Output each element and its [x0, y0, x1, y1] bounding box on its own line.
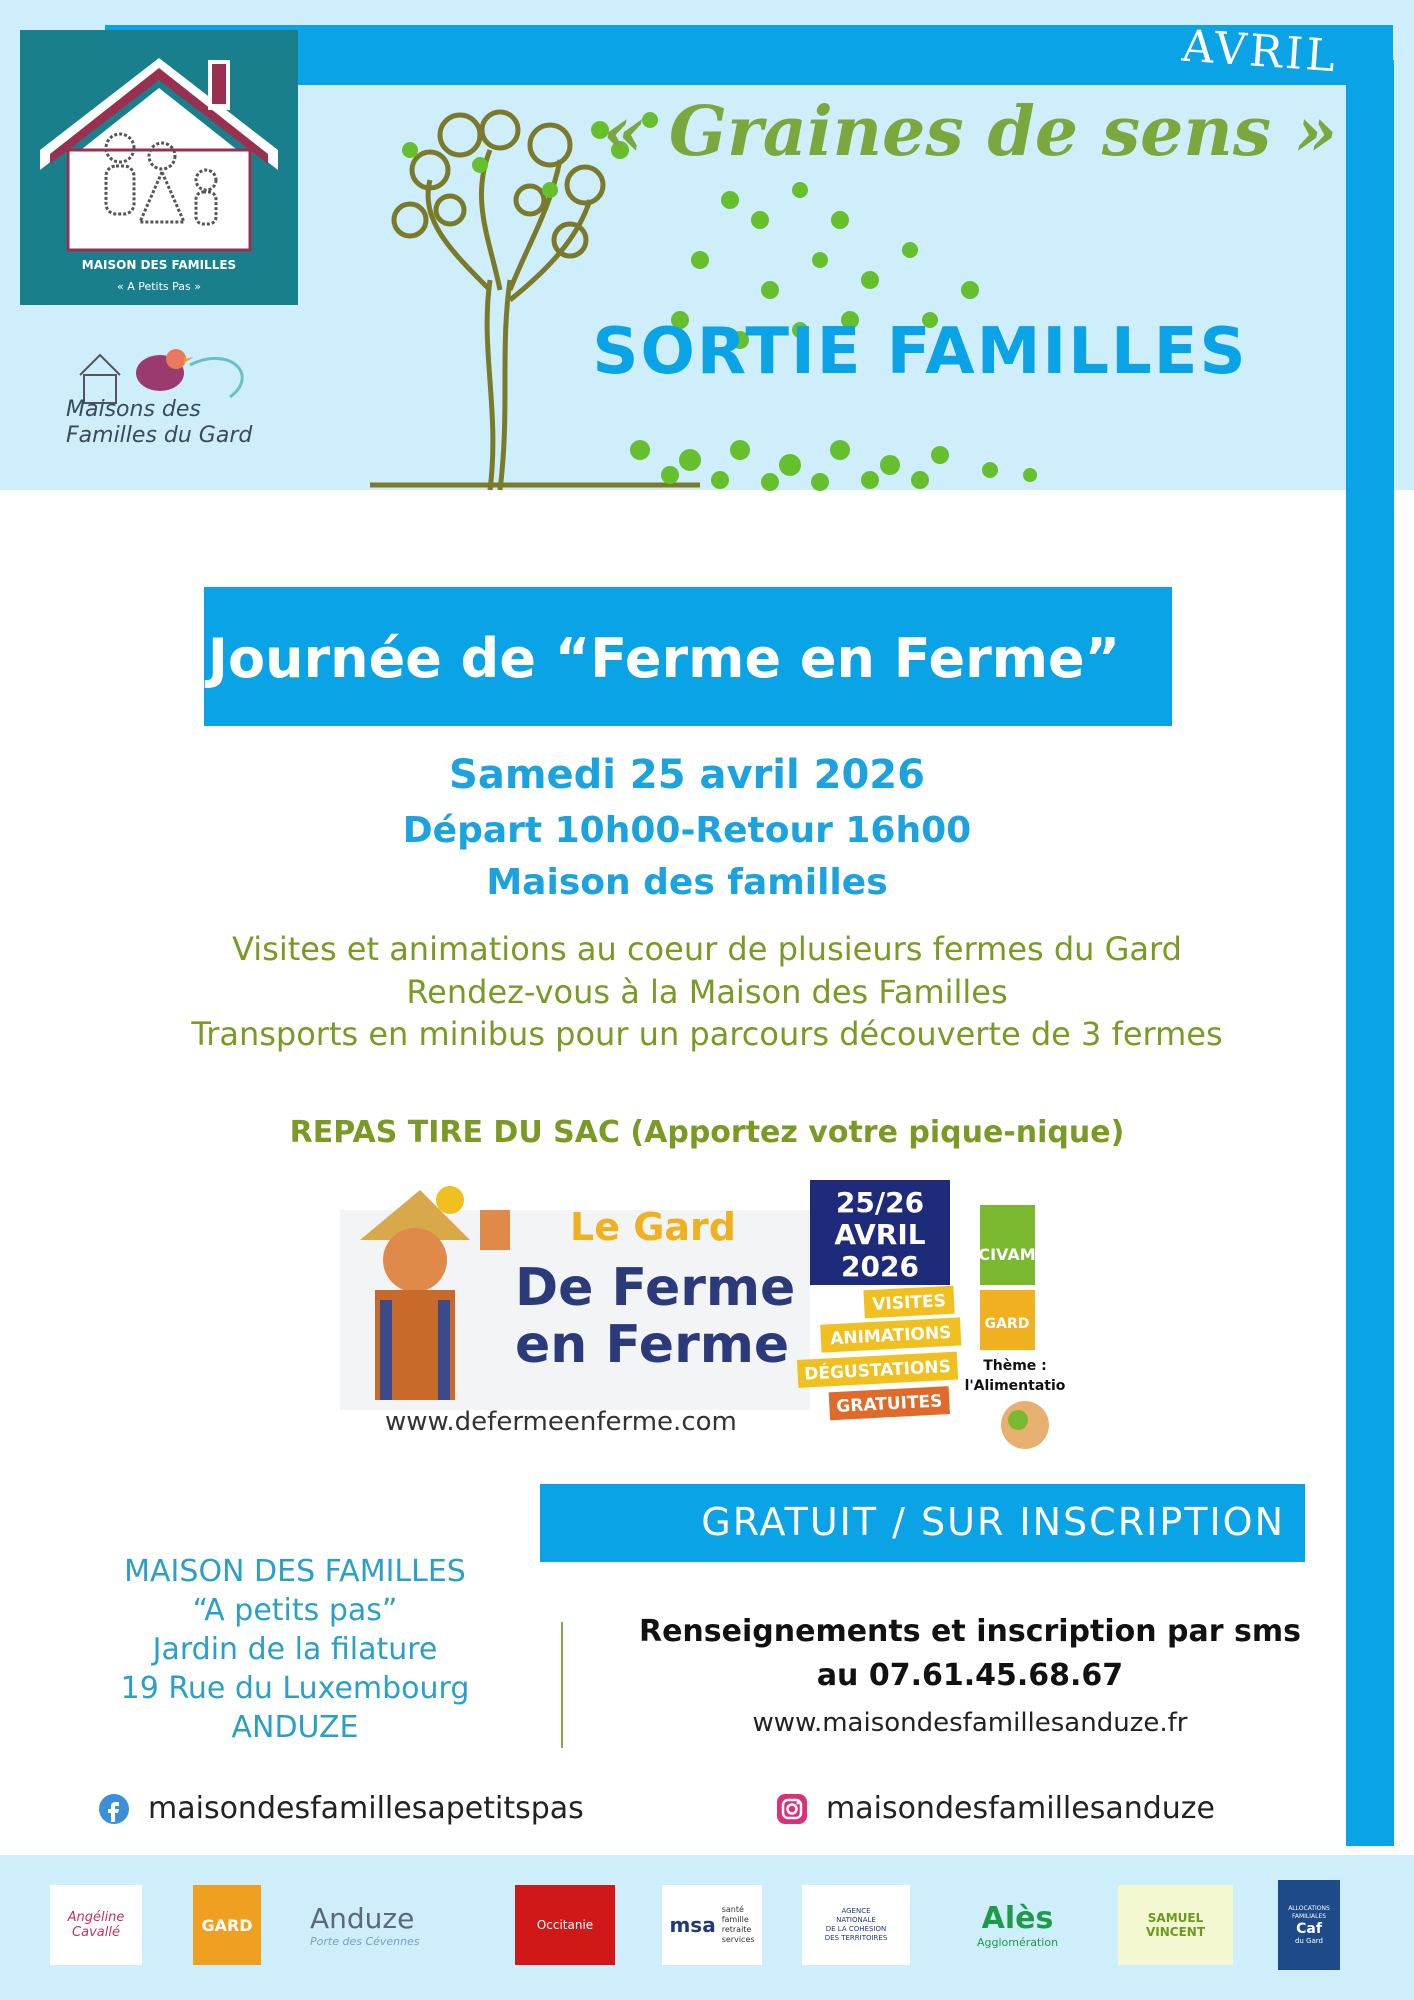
partner-caf-line3: du Gard: [1294, 1937, 1324, 1945]
banner-le-gard: Le Gard: [570, 1205, 736, 1249]
contact-phone[interactable]: au 07.61.45.68.67: [816, 1658, 1124, 1693]
address-line-4: 19 Rue du Luxembourg: [120, 1671, 470, 1706]
maison-des-familles-logo: [20, 30, 298, 305]
partner-anct: [802, 1885, 910, 1965]
partner-anduze: [310, 1885, 470, 1965]
partner-anct-line4: DES TERRITOIRES: [824, 1934, 888, 1942]
event-name: Journée de “Ferme en Ferme”: [207, 627, 1121, 690]
partner-occitanie-label: Occitanie: [536, 1918, 594, 1932]
partner-angeline-cavalle: [50, 1885, 142, 1965]
partner-msa-line1: santé: [721, 1905, 744, 1914]
banner-en-ferme: en Ferme: [515, 1315, 790, 1375]
description-line-3: Transports en minibus pour un parcours découverte de 3 fermes: [191, 1015, 1223, 1053]
vertical-divider: [561, 1622, 563, 1748]
description-line-2: Rendez-vous à la Maison des Familles: [406, 973, 1008, 1011]
maisons-familles-gard-logo: [60, 335, 270, 450]
partner-samuel-label: SAMUEL VINCENT: [1145, 1911, 1206, 1939]
banner-dates-line1: 25/26: [835, 1186, 925, 1219]
instagram-handle: maisondesfamillesanduze: [826, 1791, 1215, 1826]
event-place: Maison des familles: [486, 862, 888, 903]
maison-logo-line1: MAISON DES FAMILLES: [81, 258, 237, 272]
gard-logo-line1: Maisons des: [66, 397, 201, 422]
partner-msa-label: msa: [669, 1913, 716, 1937]
de-ferme-en-ferme-banner: [340, 1170, 1070, 1460]
partner-caf-line2: Caf: [1296, 1921, 1322, 1937]
address-line-1: MAISON DES FAMILLES: [124, 1554, 466, 1589]
partner-gard: [193, 1885, 261, 1965]
facebook-icon: [98, 1793, 130, 1825]
partner-msa-line4: services: [721, 1935, 755, 1944]
instagram-link[interactable]: [776, 1790, 1215, 1826]
facebook-link[interactable]: [98, 1790, 584, 1826]
description-line-1: Visites et animations au coeur de plusieurs fermes du Gard: [232, 930, 1182, 968]
address-line-2: “A petits pas”: [192, 1593, 398, 1628]
partner-ales-sub: Agglomération: [976, 1936, 1059, 1949]
month-label: AVRIL: [1180, 20, 1340, 83]
address-line-3: Jardin de la filature: [152, 1632, 438, 1667]
pricing-text: GRATUIT / SUR INSCRIPTION: [701, 1500, 1285, 1544]
banner-de-ferme: De Ferme: [515, 1258, 796, 1318]
instagram-icon: [776, 1793, 808, 1825]
partner-msa-line3: retraite: [721, 1925, 752, 1934]
pricing-banner: [540, 1484, 1305, 1562]
event-category-title: SORTIE FAMILLES: [592, 315, 1248, 389]
partner-anct-line2: NATIONALE: [836, 1916, 876, 1924]
banner-civam: CIVAM: [978, 1245, 1036, 1264]
partner-anct-line1: AGENCE: [841, 1907, 871, 1915]
banner-dates-line3: 2026: [841, 1250, 919, 1283]
partner-caf-line1: ALLOCATIONS FAMILIALES: [1288, 1905, 1330, 1920]
website-link[interactable]: www.maisondesfamillesanduze.fr: [752, 1708, 1188, 1738]
partners-footer: [0, 1855, 1414, 2000]
partner-samuel-vincent: [1118, 1885, 1233, 1965]
address-line-5: ANDUZE: [231, 1710, 359, 1745]
contact-info: [590, 1610, 1350, 1698]
partner-anduze-sub: Porte des Cévennes: [310, 1935, 420, 1948]
facebook-handle: maisondesfamillesapetitspas: [148, 1791, 584, 1826]
banner-theme-line1: Thème :: [983, 1358, 1047, 1374]
banner-tag-animations: ANIMATIONS: [829, 1322, 952, 1350]
maison-logo-line2: « A Petits Pas »: [116, 280, 201, 293]
partner-ales-label: Alès: [981, 1901, 1054, 1936]
banner-tag-degustations: DÉGUSTATIONS: [803, 1356, 952, 1385]
gard-logo-line2: Familles du Gard: [66, 423, 253, 448]
banner-gard: GARD: [984, 1316, 1030, 1332]
partner-caf: [1278, 1880, 1340, 1970]
event-series-title: « Graines de sens »: [602, 92, 1338, 172]
contact-line-1: Renseignements et inscription par sms: [638, 1614, 1301, 1649]
partner-msa: [662, 1885, 762, 1965]
partner-msa-line2: famille: [721, 1915, 749, 1924]
banner-url: www.defermeenferme.com: [385, 1407, 737, 1437]
banner-dates-line2: AVRIL: [834, 1218, 926, 1251]
event-name-banner: [204, 587, 1172, 726]
partner-anct-line3: DE LA COHÉSION: [825, 1925, 887, 1933]
house-family-icon: [20, 30, 298, 260]
bird-house-icon: [60, 335, 270, 405]
banner-tag-gratuites: GRATUITES: [835, 1391, 943, 1417]
meal-info: REPAS TIRE DU SAC (Apportez votre pique-nique): [289, 1115, 1125, 1150]
partner-ales: [960, 1885, 1075, 1965]
partner-occitanie: [515, 1885, 615, 1965]
address-block: [60, 1552, 530, 1747]
banner-theme-line2: l'Alimentatio: [964, 1378, 1066, 1394]
partner-anduze-label: Anduze: [310, 1902, 415, 1935]
event-schedule: Départ 10h00-Retour 16h00: [402, 810, 972, 851]
partner-angeline-label: Angéline Cavallé: [67, 1910, 125, 1940]
event-date: Samedi 25 avril 2026: [449, 752, 925, 798]
partner-gard-label: GARD: [201, 1915, 253, 1935]
banner-tag-visites: VISITES: [871, 1291, 947, 1315]
